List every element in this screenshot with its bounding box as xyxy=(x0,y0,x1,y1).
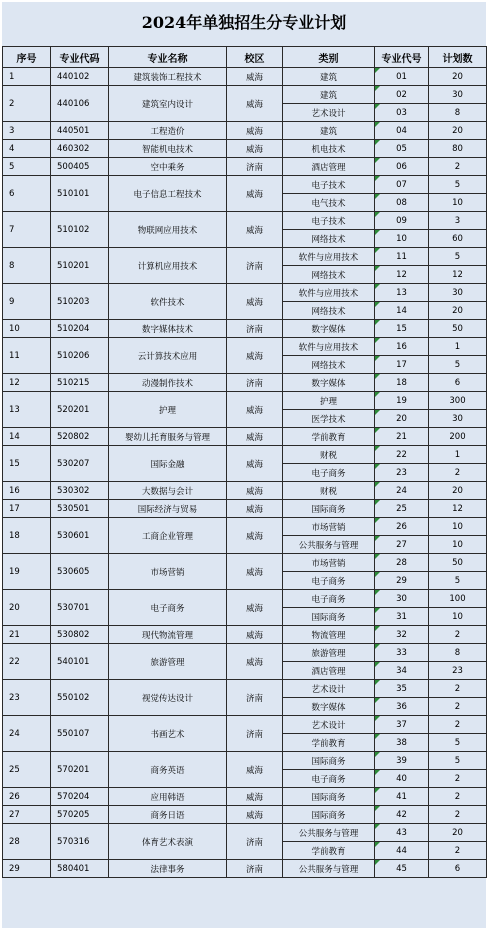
cell-code: 500405 xyxy=(51,158,109,176)
cell-plan: 80 xyxy=(429,140,487,158)
cell-code: 530501 xyxy=(51,500,109,518)
cell-major-id: 10 xyxy=(375,230,429,248)
cell-code: 510102 xyxy=(51,212,109,248)
cell-no: 21 xyxy=(3,626,51,644)
cell-major-id: 42 xyxy=(375,806,429,824)
cell-plan: 2 xyxy=(429,788,487,806)
cell-name: 商务日语 xyxy=(109,806,227,824)
table-row xyxy=(3,212,487,230)
cell-major-id: 19 xyxy=(375,392,429,410)
cell-code: 570316 xyxy=(51,824,109,860)
cell-major-id: 15 xyxy=(375,320,429,338)
cell-major-id: 11 xyxy=(375,248,429,266)
cell-category: 数字媒体 xyxy=(283,320,375,338)
cell-plan: 5 xyxy=(429,752,487,770)
cell-category: 学前教育 xyxy=(283,428,375,446)
cell-campus: 济南 xyxy=(227,374,283,392)
cell-campus: 威海 xyxy=(227,392,283,428)
cell-name: 工程造价 xyxy=(109,122,227,140)
cell-plan: 8 xyxy=(429,104,487,122)
table-row xyxy=(3,140,487,158)
cell-code: 530601 xyxy=(51,518,109,554)
table-row xyxy=(3,824,487,842)
table-title: 2024年单独招生分专业计划 xyxy=(2,2,486,44)
cell-code: 520201 xyxy=(51,392,109,428)
cell-campus: 威海 xyxy=(227,482,283,500)
cell-no: 24 xyxy=(3,716,51,752)
cell-category: 艺术设计 xyxy=(283,104,375,122)
table-row xyxy=(3,716,487,734)
cell-category: 公共服务与管理 xyxy=(283,824,375,842)
table-row xyxy=(3,320,487,338)
cell-major-id: 44 xyxy=(375,842,429,860)
cell-plan: 12 xyxy=(429,266,487,284)
cell-plan: 30 xyxy=(429,86,487,104)
cell-no: 14 xyxy=(3,428,51,446)
cell-name: 国际金融 xyxy=(109,446,227,482)
cell-major-id: 33 xyxy=(375,644,429,662)
cell-category: 酒店管理 xyxy=(283,662,375,680)
cell-code: 550107 xyxy=(51,716,109,752)
table-row xyxy=(3,86,487,104)
cell-category: 财税 xyxy=(283,446,375,464)
cell-name: 智能机电技术 xyxy=(109,140,227,158)
table-row xyxy=(3,590,487,608)
cell-plan: 5 xyxy=(429,248,487,266)
cell-category: 数字媒体 xyxy=(283,374,375,392)
table-row xyxy=(3,806,487,824)
cell-campus: 威海 xyxy=(227,554,283,590)
cell-no: 20 xyxy=(3,590,51,626)
table-row xyxy=(3,428,487,446)
cell-campus: 威海 xyxy=(227,212,283,248)
cell-plan: 100 xyxy=(429,590,487,608)
header-major-id: 专业代号 xyxy=(375,47,429,68)
cell-no: 19 xyxy=(3,554,51,590)
cell-name: 市场营销 xyxy=(109,554,227,590)
cell-plan: 200 xyxy=(429,428,487,446)
cell-plan: 2 xyxy=(429,698,487,716)
cell-code: 520802 xyxy=(51,428,109,446)
table-row xyxy=(3,554,487,572)
cell-plan: 12 xyxy=(429,500,487,518)
cell-category: 机电技术 xyxy=(283,140,375,158)
cell-code: 530605 xyxy=(51,554,109,590)
table-row xyxy=(3,482,487,500)
cell-category: 建筑 xyxy=(283,122,375,140)
cell-plan: 50 xyxy=(429,320,487,338)
cell-no: 1 xyxy=(3,68,51,86)
table-row xyxy=(3,122,487,140)
cell-plan: 20 xyxy=(429,68,487,86)
table-row xyxy=(3,68,487,86)
cell-category: 电子技术 xyxy=(283,212,375,230)
cell-code: 510203 xyxy=(51,284,109,320)
cell-no: 3 xyxy=(3,122,51,140)
cell-major-id: 36 xyxy=(375,698,429,716)
cell-category: 建筑 xyxy=(283,68,375,86)
cell-campus: 威海 xyxy=(227,626,283,644)
header-category: 类别 xyxy=(283,47,375,68)
cell-major-id: 26 xyxy=(375,518,429,536)
cell-major-id: 28 xyxy=(375,554,429,572)
cell-major-id: 08 xyxy=(375,194,429,212)
cell-plan: 3 xyxy=(429,212,487,230)
cell-name: 数字媒体技术 xyxy=(109,320,227,338)
cell-category: 酒店管理 xyxy=(283,158,375,176)
cell-major-id: 37 xyxy=(375,716,429,734)
table-row xyxy=(3,338,487,356)
table-row xyxy=(3,680,487,698)
cell-major-id: 39 xyxy=(375,752,429,770)
header-name: 专业名称 xyxy=(109,47,227,68)
cell-major-id: 24 xyxy=(375,482,429,500)
cell-category: 网络技术 xyxy=(283,302,375,320)
cell-name: 国际经济与贸易 xyxy=(109,500,227,518)
cell-major-id: 43 xyxy=(375,824,429,842)
cell-code: 440102 xyxy=(51,68,109,86)
cell-no: 7 xyxy=(3,212,51,248)
cell-campus: 威海 xyxy=(227,788,283,806)
table-row xyxy=(3,392,487,410)
cell-name: 旅游管理 xyxy=(109,644,227,680)
cell-category: 公共服务与管理 xyxy=(283,860,375,878)
cell-code: 510201 xyxy=(51,248,109,284)
cell-category: 电气技术 xyxy=(283,194,375,212)
cell-no: 28 xyxy=(3,824,51,860)
table-row xyxy=(3,752,487,770)
cell-name: 物联网应用技术 xyxy=(109,212,227,248)
cell-major-id: 23 xyxy=(375,464,429,482)
cell-no: 8 xyxy=(3,248,51,284)
cell-name: 建筑装饰工程技术 xyxy=(109,68,227,86)
cell-major-id: 29 xyxy=(375,572,429,590)
cell-code: 570205 xyxy=(51,806,109,824)
table-row xyxy=(3,446,487,464)
cell-code: 570201 xyxy=(51,752,109,788)
cell-no: 18 xyxy=(3,518,51,554)
table-row xyxy=(3,158,487,176)
cell-category: 软件与应用技术 xyxy=(283,248,375,266)
cell-no: 23 xyxy=(3,680,51,716)
cell-plan: 30 xyxy=(429,410,487,428)
cell-category: 学前教育 xyxy=(283,734,375,752)
cell-category: 财税 xyxy=(283,482,375,500)
cell-campus: 济南 xyxy=(227,248,283,284)
cell-no: 9 xyxy=(3,284,51,320)
cell-category: 市场营销 xyxy=(283,518,375,536)
cell-campus: 威海 xyxy=(227,644,283,680)
cell-campus: 威海 xyxy=(227,176,283,212)
cell-plan: 1 xyxy=(429,446,487,464)
cell-category: 物流管理 xyxy=(283,626,375,644)
cell-name: 婴幼儿托育服务与管理 xyxy=(109,428,227,446)
cell-campus: 济南 xyxy=(227,158,283,176)
header-campus: 校区 xyxy=(227,47,283,68)
cell-campus: 济南 xyxy=(227,716,283,752)
table-row xyxy=(3,500,487,518)
cell-major-id: 22 xyxy=(375,446,429,464)
cell-category: 电子商务 xyxy=(283,572,375,590)
cell-plan: 8 xyxy=(429,644,487,662)
cell-plan: 10 xyxy=(429,608,487,626)
cell-name: 空中乘务 xyxy=(109,158,227,176)
cell-major-id: 45 xyxy=(375,860,429,878)
cell-major-id: 12 xyxy=(375,266,429,284)
cell-campus: 济南 xyxy=(227,320,283,338)
cell-code: 540101 xyxy=(51,644,109,680)
cell-plan: 5 xyxy=(429,356,487,374)
cell-category: 学前教育 xyxy=(283,842,375,860)
cell-code: 580401 xyxy=(51,860,109,878)
cell-major-id: 17 xyxy=(375,356,429,374)
cell-major-id: 09 xyxy=(375,212,429,230)
cell-major-id: 40 xyxy=(375,770,429,788)
cell-code: 530802 xyxy=(51,626,109,644)
cell-major-id: 14 xyxy=(375,302,429,320)
cell-campus: 威海 xyxy=(227,500,283,518)
cell-category: 软件与应用技术 xyxy=(283,338,375,356)
cell-plan: 23 xyxy=(429,662,487,680)
cell-name: 现代物流管理 xyxy=(109,626,227,644)
cell-major-id: 04 xyxy=(375,122,429,140)
cell-name: 商务英语 xyxy=(109,752,227,788)
cell-plan: 20 xyxy=(429,482,487,500)
cell-no: 27 xyxy=(3,806,51,824)
cell-plan: 20 xyxy=(429,824,487,842)
table-row xyxy=(3,788,487,806)
cell-plan: 2 xyxy=(429,158,487,176)
cell-major-id: 21 xyxy=(375,428,429,446)
cell-category: 国际商务 xyxy=(283,752,375,770)
header-code: 专业代码 xyxy=(51,47,109,68)
table-row xyxy=(3,860,487,878)
cell-code: 530701 xyxy=(51,590,109,626)
cell-category: 医学技术 xyxy=(283,410,375,428)
cell-campus: 威海 xyxy=(227,122,283,140)
cell-major-id: 05 xyxy=(375,140,429,158)
cell-code: 550102 xyxy=(51,680,109,716)
cell-campus: 威海 xyxy=(227,518,283,554)
cell-no: 22 xyxy=(3,644,51,680)
cell-plan: 60 xyxy=(429,230,487,248)
cell-category: 国际商务 xyxy=(283,806,375,824)
cell-campus: 威海 xyxy=(227,806,283,824)
cell-code: 440106 xyxy=(51,86,109,122)
cell-no: 15 xyxy=(3,446,51,482)
cell-name: 应用韩语 xyxy=(109,788,227,806)
cell-name: 云计算技术应用 xyxy=(109,338,227,374)
cell-plan: 300 xyxy=(429,392,487,410)
cell-code: 530207 xyxy=(51,446,109,482)
cell-no: 16 xyxy=(3,482,51,500)
header-row xyxy=(3,47,487,68)
cell-major-id: 31 xyxy=(375,608,429,626)
cell-plan: 2 xyxy=(429,680,487,698)
spreadsheet xyxy=(2,2,486,928)
cell-no: 29 xyxy=(3,860,51,878)
cell-category: 市场营销 xyxy=(283,554,375,572)
cell-major-id: 16 xyxy=(375,338,429,356)
cell-no: 26 xyxy=(3,788,51,806)
cell-major-id: 18 xyxy=(375,374,429,392)
cell-plan: 2 xyxy=(429,464,487,482)
cell-plan: 2 xyxy=(429,770,487,788)
cell-campus: 威海 xyxy=(227,86,283,122)
cell-name: 动漫制作技术 xyxy=(109,374,227,392)
table-row xyxy=(3,176,487,194)
cell-plan: 10 xyxy=(429,194,487,212)
cell-no: 2 xyxy=(3,86,51,122)
cell-name: 建筑室内设计 xyxy=(109,86,227,122)
table-row xyxy=(3,248,487,266)
cell-category: 建筑 xyxy=(283,86,375,104)
cell-major-id: 25 xyxy=(375,500,429,518)
cell-major-id: 41 xyxy=(375,788,429,806)
cell-code: 530302 xyxy=(51,482,109,500)
cell-code: 510204 xyxy=(51,320,109,338)
cell-code: 510101 xyxy=(51,176,109,212)
cell-campus: 威海 xyxy=(227,68,283,86)
cell-plan: 10 xyxy=(429,518,487,536)
cell-category: 国际商务 xyxy=(283,608,375,626)
cell-major-id: 02 xyxy=(375,86,429,104)
cell-category: 艺术设计 xyxy=(283,716,375,734)
cell-name: 工商企业管理 xyxy=(109,518,227,554)
cell-category: 网络技术 xyxy=(283,230,375,248)
cell-code: 460302 xyxy=(51,140,109,158)
cell-plan: 2 xyxy=(429,806,487,824)
cell-category: 数字媒体 xyxy=(283,698,375,716)
cell-plan: 20 xyxy=(429,302,487,320)
cell-campus: 济南 xyxy=(227,680,283,716)
cell-no: 5 xyxy=(3,158,51,176)
cell-category: 公共服务与管理 xyxy=(283,536,375,554)
cell-major-id: 03 xyxy=(375,104,429,122)
cell-no: 4 xyxy=(3,140,51,158)
cell-major-id: 13 xyxy=(375,284,429,302)
cell-name: 计算机应用技术 xyxy=(109,248,227,284)
cell-major-id: 07 xyxy=(375,176,429,194)
cell-major-id: 20 xyxy=(375,410,429,428)
cell-major-id: 27 xyxy=(375,536,429,554)
table-row xyxy=(3,374,487,392)
header-no: 序号 xyxy=(3,47,51,68)
cell-major-id: 34 xyxy=(375,662,429,680)
cell-plan: 2 xyxy=(429,716,487,734)
cell-major-id: 38 xyxy=(375,734,429,752)
cell-plan: 5 xyxy=(429,176,487,194)
cell-campus: 济南 xyxy=(227,860,283,878)
header-plan: 计划数 xyxy=(429,47,487,68)
cell-no: 11 xyxy=(3,338,51,374)
cell-plan: 20 xyxy=(429,122,487,140)
cell-category: 旅游管理 xyxy=(283,644,375,662)
cell-name: 护理 xyxy=(109,392,227,428)
cell-category: 国际商务 xyxy=(283,500,375,518)
cell-campus: 威海 xyxy=(227,446,283,482)
cell-code: 510206 xyxy=(51,338,109,374)
cell-major-id: 06 xyxy=(375,158,429,176)
table-row xyxy=(3,626,487,644)
cell-code: 510215 xyxy=(51,374,109,392)
cell-campus: 威海 xyxy=(227,752,283,788)
cell-name: 软件技术 xyxy=(109,284,227,320)
cell-major-id: 01 xyxy=(375,68,429,86)
cell-campus: 威海 xyxy=(227,284,283,320)
cell-category: 艺术设计 xyxy=(283,680,375,698)
plan-table xyxy=(2,46,487,878)
cell-name: 书画艺术 xyxy=(109,716,227,752)
cell-name: 大数据与会计 xyxy=(109,482,227,500)
cell-name: 电子信息工程技术 xyxy=(109,176,227,212)
cell-name: 视觉传达设计 xyxy=(109,680,227,716)
cell-plan: 50 xyxy=(429,554,487,572)
cell-plan: 5 xyxy=(429,572,487,590)
cell-name: 电子商务 xyxy=(109,590,227,626)
cell-name: 体育艺术表演 xyxy=(109,824,227,860)
cell-plan: 2 xyxy=(429,842,487,860)
cell-plan: 6 xyxy=(429,860,487,878)
cell-category: 软件与应用技术 xyxy=(283,284,375,302)
cell-no: 25 xyxy=(3,752,51,788)
cell-code: 570204 xyxy=(51,788,109,806)
cell-category: 国际商务 xyxy=(283,788,375,806)
cell-plan: 2 xyxy=(429,626,487,644)
cell-category: 网络技术 xyxy=(283,356,375,374)
cell-category: 电子技术 xyxy=(283,176,375,194)
cell-campus: 威海 xyxy=(227,428,283,446)
cell-category: 电子商务 xyxy=(283,770,375,788)
cell-category: 电子商务 xyxy=(283,590,375,608)
cell-campus: 济南 xyxy=(227,824,283,860)
cell-no: 13 xyxy=(3,392,51,428)
table-row xyxy=(3,644,487,662)
cell-campus: 威海 xyxy=(227,590,283,626)
cell-category: 网络技术 xyxy=(283,266,375,284)
table-row xyxy=(3,518,487,536)
cell-plan: 5 xyxy=(429,734,487,752)
cell-no: 12 xyxy=(3,374,51,392)
cell-major-id: 30 xyxy=(375,590,429,608)
cell-no: 17 xyxy=(3,500,51,518)
cell-no: 10 xyxy=(3,320,51,338)
cell-major-id: 35 xyxy=(375,680,429,698)
cell-category: 电子商务 xyxy=(283,464,375,482)
cell-no: 6 xyxy=(3,176,51,212)
cell-plan: 6 xyxy=(429,374,487,392)
cell-campus: 威海 xyxy=(227,338,283,374)
cell-plan: 10 xyxy=(429,536,487,554)
cell-major-id: 32 xyxy=(375,626,429,644)
cell-category: 护理 xyxy=(283,392,375,410)
table-row xyxy=(3,284,487,302)
cell-code: 440501 xyxy=(51,122,109,140)
cell-plan: 1 xyxy=(429,338,487,356)
cell-plan: 30 xyxy=(429,284,487,302)
cell-name: 法律事务 xyxy=(109,860,227,878)
cell-campus: 威海 xyxy=(227,140,283,158)
